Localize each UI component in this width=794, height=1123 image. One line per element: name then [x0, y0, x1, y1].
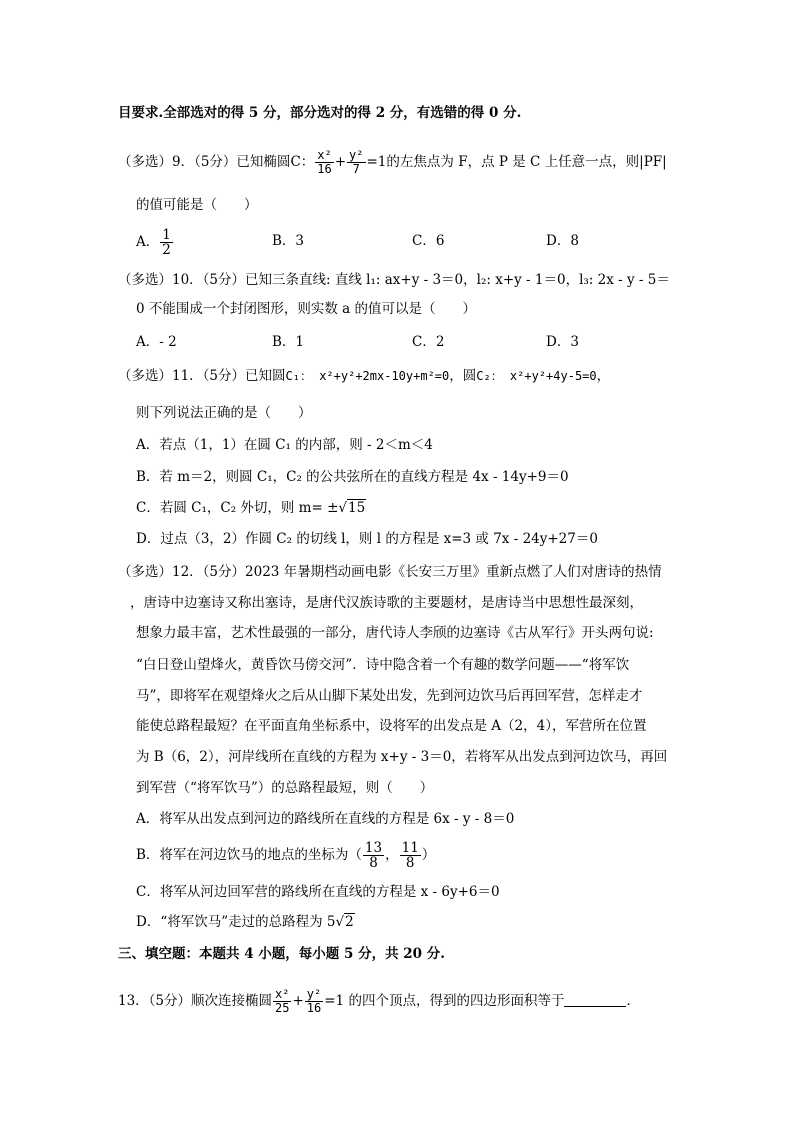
q11-prefix: （多选）11．（5分）已知圆 — [118, 368, 286, 384]
q10-option-d: D．3 — [546, 334, 579, 350]
q12-line5: 马”，即将军在观望烽火之后从山脚下某处出发，先到河边饮马后再回军营，怎样走才 — [136, 688, 643, 704]
q9-line2: 的值可能是（ ） — [136, 197, 258, 213]
sqrt-symbol: √2 — [335, 914, 354, 930]
q10-option-a: A．- 2 — [136, 334, 177, 350]
q9-option-c: C．6 — [412, 233, 445, 249]
q12-line2: ，唐诗中边塞诗又称出塞诗，是唐代汉族诗歌的主要题材，是唐诗当中思想性最深刻， — [130, 595, 643, 611]
section-3-heading: 三、填空题：本题共 4 小题，每小题 5 分，共 20 分. — [118, 946, 445, 962]
q9-option-a: A． $\frac{1}{2}$ — [136, 227, 171, 259]
q12-line7: 为 B（6，2），河岸线所在直线的方程为 x+y - 3＝0，若将军从出发点到河边饮马，再回 — [136, 749, 668, 765]
q9-frac-x: $\frac{\text{x²}}{16}$ — [317, 148, 332, 176]
q11-line2: 则下列说法正确的是（ ） — [136, 405, 312, 421]
q9-suffix: 的左焦点为 F，点 P 是 C 上任意一点，则|PF| — [386, 154, 667, 170]
q9-option-b: B．3 — [272, 233, 305, 249]
q11-option-c: C．若圆 C₁，C₂ 外切，则 m= ±√15 — [136, 500, 366, 516]
header-line: 目要求.全部选对的得 5 分，部分选对的得 2 分，有选错的得 0 分. — [118, 105, 522, 121]
q12-option-a: A．将军从出发点到河边的路线所在直线的方程是 6x - y - 8＝0 — [136, 811, 515, 827]
q12-line8: 到军营（“将军饮马”）的总路程最短，则（ ） — [136, 780, 434, 796]
q11-option-d: D．过点（3，2）作圆 C₂ 的切线 l，则 l 的方程是 x=3 或 7x - 24y+27＝0 — [136, 531, 598, 547]
q12-option-c: C．将军从河边回军营的路线所在直线的方程是 x - 6y+6＝0 — [136, 884, 500, 900]
q9-option-d: D．8 — [546, 233, 579, 249]
q10-line2: 0 不能围成一个封闭图形，则实数 a 的值可以是（ ） — [136, 301, 477, 317]
q12-option-b: B．将军在河边饮马的地点的坐标为（ $\frac{13}{8}$ ， $\frac{11}{8}$ ） — [136, 839, 436, 871]
answer-blank[interactable] — [564, 992, 626, 1007]
q10-option-c: C．2 — [412, 334, 445, 350]
sqrt-symbol: √15 — [338, 500, 366, 516]
q12-line1: （多选）12．（5分）2023 年暑期档动画电影《长安三万里》重新点燃了人们对唐诗的热情 — [118, 564, 662, 580]
q11-option-a: A．若点（1，1）在圆 C₁ 的内部，则 - 2＜m＜4 — [136, 437, 433, 453]
q12-line3: 想象力最丰富，艺术性最强的一部分，唐代诗人李颀的边塞诗《古从军行》开头两句说: — [136, 625, 654, 641]
q12-option-d: D．“将军饮马”走过的总路程为 5√2 — [136, 914, 354, 930]
q9-frac-y: $\frac{\text{y²}}{7}$ — [349, 148, 364, 176]
q12-line4: “白日登山望烽火，黄昏饮马傍交河”．诗中隐含着一个有趣的数学问题——“将军饮 — [136, 657, 630, 673]
q11-option-b: B．若 m＝2，则圆 C₁，C₂ 的公共弦所在的直线方程是 4x - 14y+9＝0 — [136, 469, 569, 485]
q13-frac-x: $\frac{\text{x²}}{25}$ — [275, 987, 290, 1015]
q13-suffix: =1 的四个顶点，得到的四边形面积等于 — [324, 993, 565, 1009]
q10-line1: （多选）10．（5分）已知三条直线: 直线 l₁: ax+y - 3＝0，l₂: x+y - 1＝0，l₃: 2x - y - 5＝ — [118, 272, 670, 288]
q9-prefix: （多选）9．（5分）已知椭圆 — [118, 154, 291, 170]
q11-circle-c1: C₁： x²+y²+2mx-10y+m²=0 — [285, 369, 450, 383]
q10-option-b: B．1 — [272, 334, 305, 350]
q11-circle-c2: C₂： x²+y²+4y-5=0 — [476, 369, 597, 383]
q13-frac-y: $\frac{\text{y²}}{16}$ — [306, 987, 322, 1015]
q12-line6: 能使总路程最短？在平面直角坐标系中，设将军的出发点是 A（2，4），军营所在位置 — [136, 718, 647, 734]
q9-c-label: C： — [290, 154, 315, 170]
q13-prefix: 13．（5分）顺次连接椭圆 — [118, 993, 273, 1009]
